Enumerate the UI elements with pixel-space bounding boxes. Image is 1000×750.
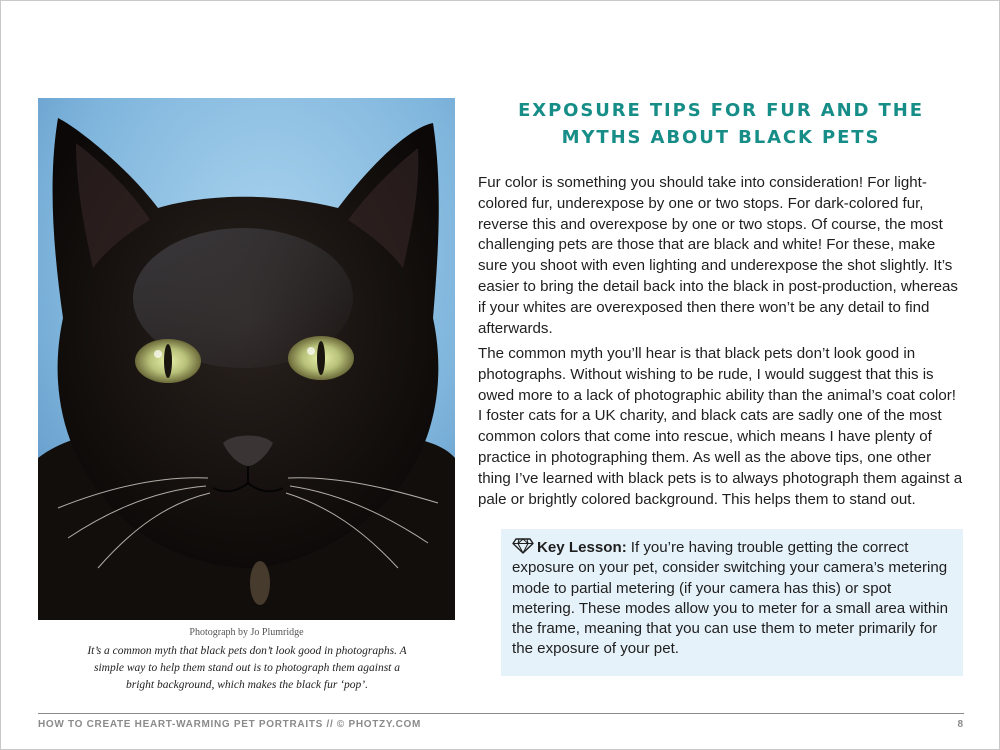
page-number: 8 bbox=[957, 719, 963, 730]
diamond-icon bbox=[512, 538, 534, 554]
article-paragraph-1: Fur color is something you should take into consideration! For light-colored fur, underexpose by one or two stops. For dark-colored fur, reverse this and overexpose by one or two stops. Of course, the most challenging pets are those that are black and white! For these, make sure you shoot with even lighting and underexpose the shot slightly. It’s easier to bring the detail back into the black in post-production, whereas if your whites are overexposed then there won’t be any detail to find afterwards. bbox=[478, 174, 958, 337]
footer-divider bbox=[38, 713, 964, 714]
key-lesson-box bbox=[501, 529, 963, 676]
key-lesson-text: If you’re having trouble getting the correct exposure on your pet, consider switching your camera’s metering mode to partial metering (if your camera has this) or spot metering. These modes allow you to meter for a small area within the frame, meaning that you can use them to meter primarily for the exposure of your pet. bbox=[512, 539, 948, 658]
article-title: EXPOSURE TIPS FOR FUR AND THE MYTHS ABOUT BLACK PETS bbox=[518, 100, 924, 148]
key-lesson-label: Key Lesson: bbox=[537, 539, 627, 556]
key-lesson-content bbox=[512, 538, 952, 660]
black-cat-photo bbox=[38, 98, 455, 620]
photo-caption: It’s a common myth that black pets don’t look good in photographs. A simple way to help them stand out is to photograph them against a bright background, which makes the black fur ‘pop’. bbox=[87, 645, 407, 691]
article-paragraph-2: The common myth you’ll hear is that black pets don’t look good in photographs. Without wishing to be rude, I would suggest that this is owed more to a lack of photographic ability than the animal’s coat color! I foster cats for a UK charity, and black cats are sadly one of the most common colors that come into rescue, which means I have plenty of practice in photographing them. As well as the above tips, one other thing I’ve learned with black pets is to always photograph them against a pale or brightly colored background. This helps them to stand out. bbox=[478, 345, 963, 508]
photo-credit: Photograph by Jo Plumridge bbox=[189, 627, 304, 638]
footer-text: HOW TO CREATE HEART-WARMING PET PORTRAITS // © PHOTZY.COM bbox=[38, 719, 422, 730]
